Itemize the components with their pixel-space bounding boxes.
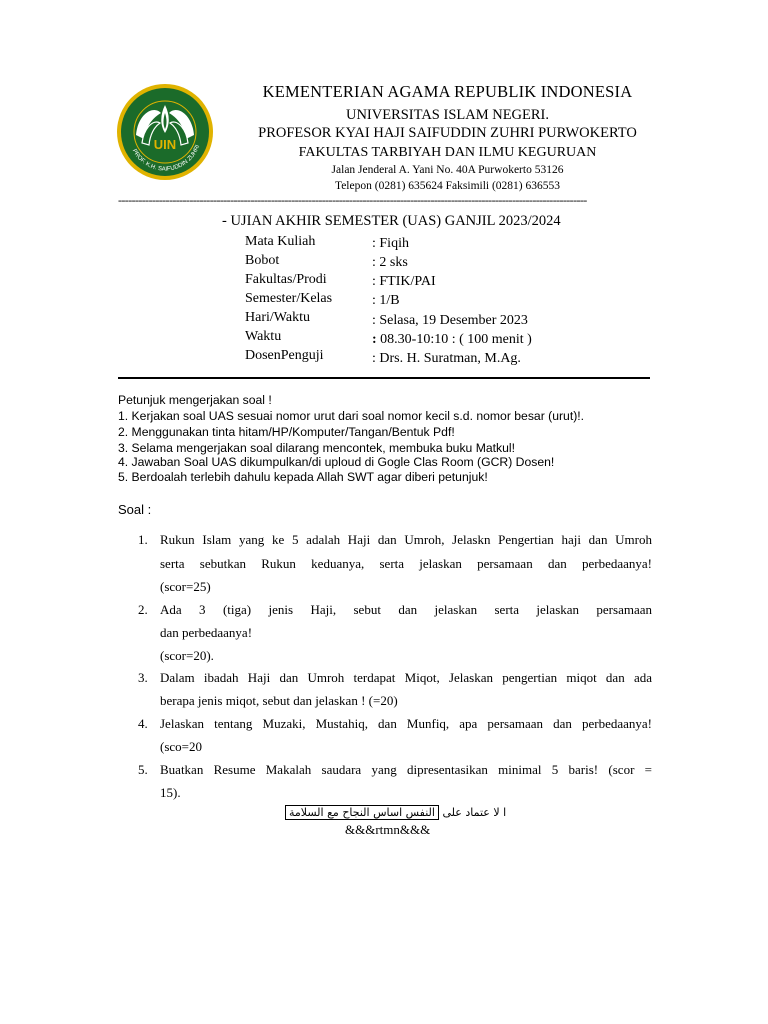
question-text: Dalam ibadah Haji dan Umroh terdapat Miqot, Jelaskan pengertian miqot dan ada: [160, 670, 652, 685]
question-text: berapa jenis miqot, sebut dan jelaskan ! (=20): [160, 693, 398, 708]
university-title: UNIVERSITAS ISLAM NEGERI.: [345, 107, 550, 123]
info-label: Mata Kuliah: [245, 234, 316, 249]
arabic-prefix: ا لا عتماد على: [442, 806, 507, 819]
info-value: : Selasa, 19 Desember 2023: [372, 313, 528, 328]
question-text: serta sebutkan Rukun keduanya, serta jelaskan persamaan dan perbedaanya!: [160, 556, 652, 571]
question-number: 3.: [138, 670, 148, 685]
section-divider: [118, 377, 650, 379]
question-text: dan perbedaanya!: [160, 625, 253, 640]
instruction-item: 1. Kerjakan soal UAS sesuai nomor urut dari soal nomor kecil s.d. nomor besar (urut)!.: [118, 409, 585, 423]
instruction-item: 3. Selama mengerjakan soal dilarang mencontek, membuka buku Matkul!: [118, 441, 515, 455]
arabic-quote: [285, 806, 506, 819]
question-number: 1.: [138, 532, 148, 547]
question-text: (scor=20).: [160, 648, 214, 663]
info-label: Hari/Waktu: [245, 310, 310, 325]
instruction-item: 4. Jawaban Soal UAS dikumpulkan/di uploud di Gogle Clas Room (GCR) Dosen!: [118, 455, 555, 469]
info-value: : FTIK/PAI: [372, 274, 436, 289]
info-value: : 2 sks: [372, 255, 408, 270]
info-label: Bobot: [245, 253, 280, 268]
logo-ring-text: PROF. K.H. SAIFUDDIN ZUHRI: [130, 144, 202, 173]
question-text: (sco=20: [160, 739, 202, 754]
university-name: PROFESOR KYAI HAJI SAIFUDDIN ZUHRI PURWOKERTO: [258, 125, 637, 141]
question-text: Buatkan Resume Makalah saudara yang dipresentasikan minimal 5 baris! (scor =: [160, 762, 652, 777]
exam-title: - UJIAN AKHIR SEMESTER (UAS) GANJIL 2023/2024: [222, 213, 561, 229]
question-text: Ada 3 (tiga) jenis Haji, sebut dan jelaskan serta jelaskan persamaan: [160, 602, 652, 617]
info-label: DosenPenguji: [245, 348, 324, 363]
question-text: (scor=25): [160, 579, 211, 594]
signoff: &&&rtmn&&&: [345, 822, 431, 837]
question-number: 4.: [138, 716, 148, 731]
info-colon: :: [372, 332, 377, 347]
arabic-boxed-text: النفس اساس النجاح مع السلامة: [285, 805, 439, 820]
info-value: : 1/B: [372, 293, 400, 308]
header-separator: ------------------------------------------------------------------------------------------------------------------------------------------: [118, 193, 587, 207]
question-text: Rukun Islam yang ke 5 adalah Haji dan Umroh, Jelaskn Pengertian haji dan Umroh: [160, 532, 652, 547]
info-label: Fakultas/Prodi: [245, 272, 327, 287]
instruction-item: 5. Berdoalah terlebih dahulu kepada Allah SWT agar diberi petunjuk!: [118, 470, 488, 484]
info-value: [372, 332, 532, 348]
question-text: 15).: [160, 785, 181, 800]
question-text: Jelaskan tentang Muzaki, Mustahiq, dan Munfiq, apa persamaan dan perbedaanya!: [160, 716, 652, 731]
soal-label: Soal :: [118, 502, 152, 517]
info-value: : Drs. H. Suratman, M.Ag.: [372, 351, 521, 366]
instruction-item: 2. Menggunakan tinta hitam/HP/Komputer/Tangan/Bentuk Pdf!: [118, 425, 455, 439]
question-number: 5.: [138, 762, 148, 777]
logo-text: UIN: [153, 137, 177, 152]
question-number: 2.: [138, 602, 148, 617]
info-value: : Fiqih: [372, 236, 409, 251]
ministry-title: KEMENTERIAN AGAMA REPUBLIK INDONESIA: [262, 82, 633, 101]
info-value-text: 08.30-10:10 : ( 100 menit ): [376, 332, 532, 347]
instructions-title: Petunjuk mengerjakan soal !: [118, 393, 272, 407]
phone-line: Telepon (0281) 635624 Faksimili (0281) 636553: [334, 180, 561, 192]
address-line: Jalan Jenderal A. Yani No. 40A Purwokerto 53126: [331, 164, 564, 176]
faculty-title: FAKULTAS TARBIYAH DAN ILMU KEGURUAN: [298, 145, 597, 160]
info-label: Waktu: [245, 329, 282, 344]
info-label: Semester/Kelas: [245, 291, 333, 306]
